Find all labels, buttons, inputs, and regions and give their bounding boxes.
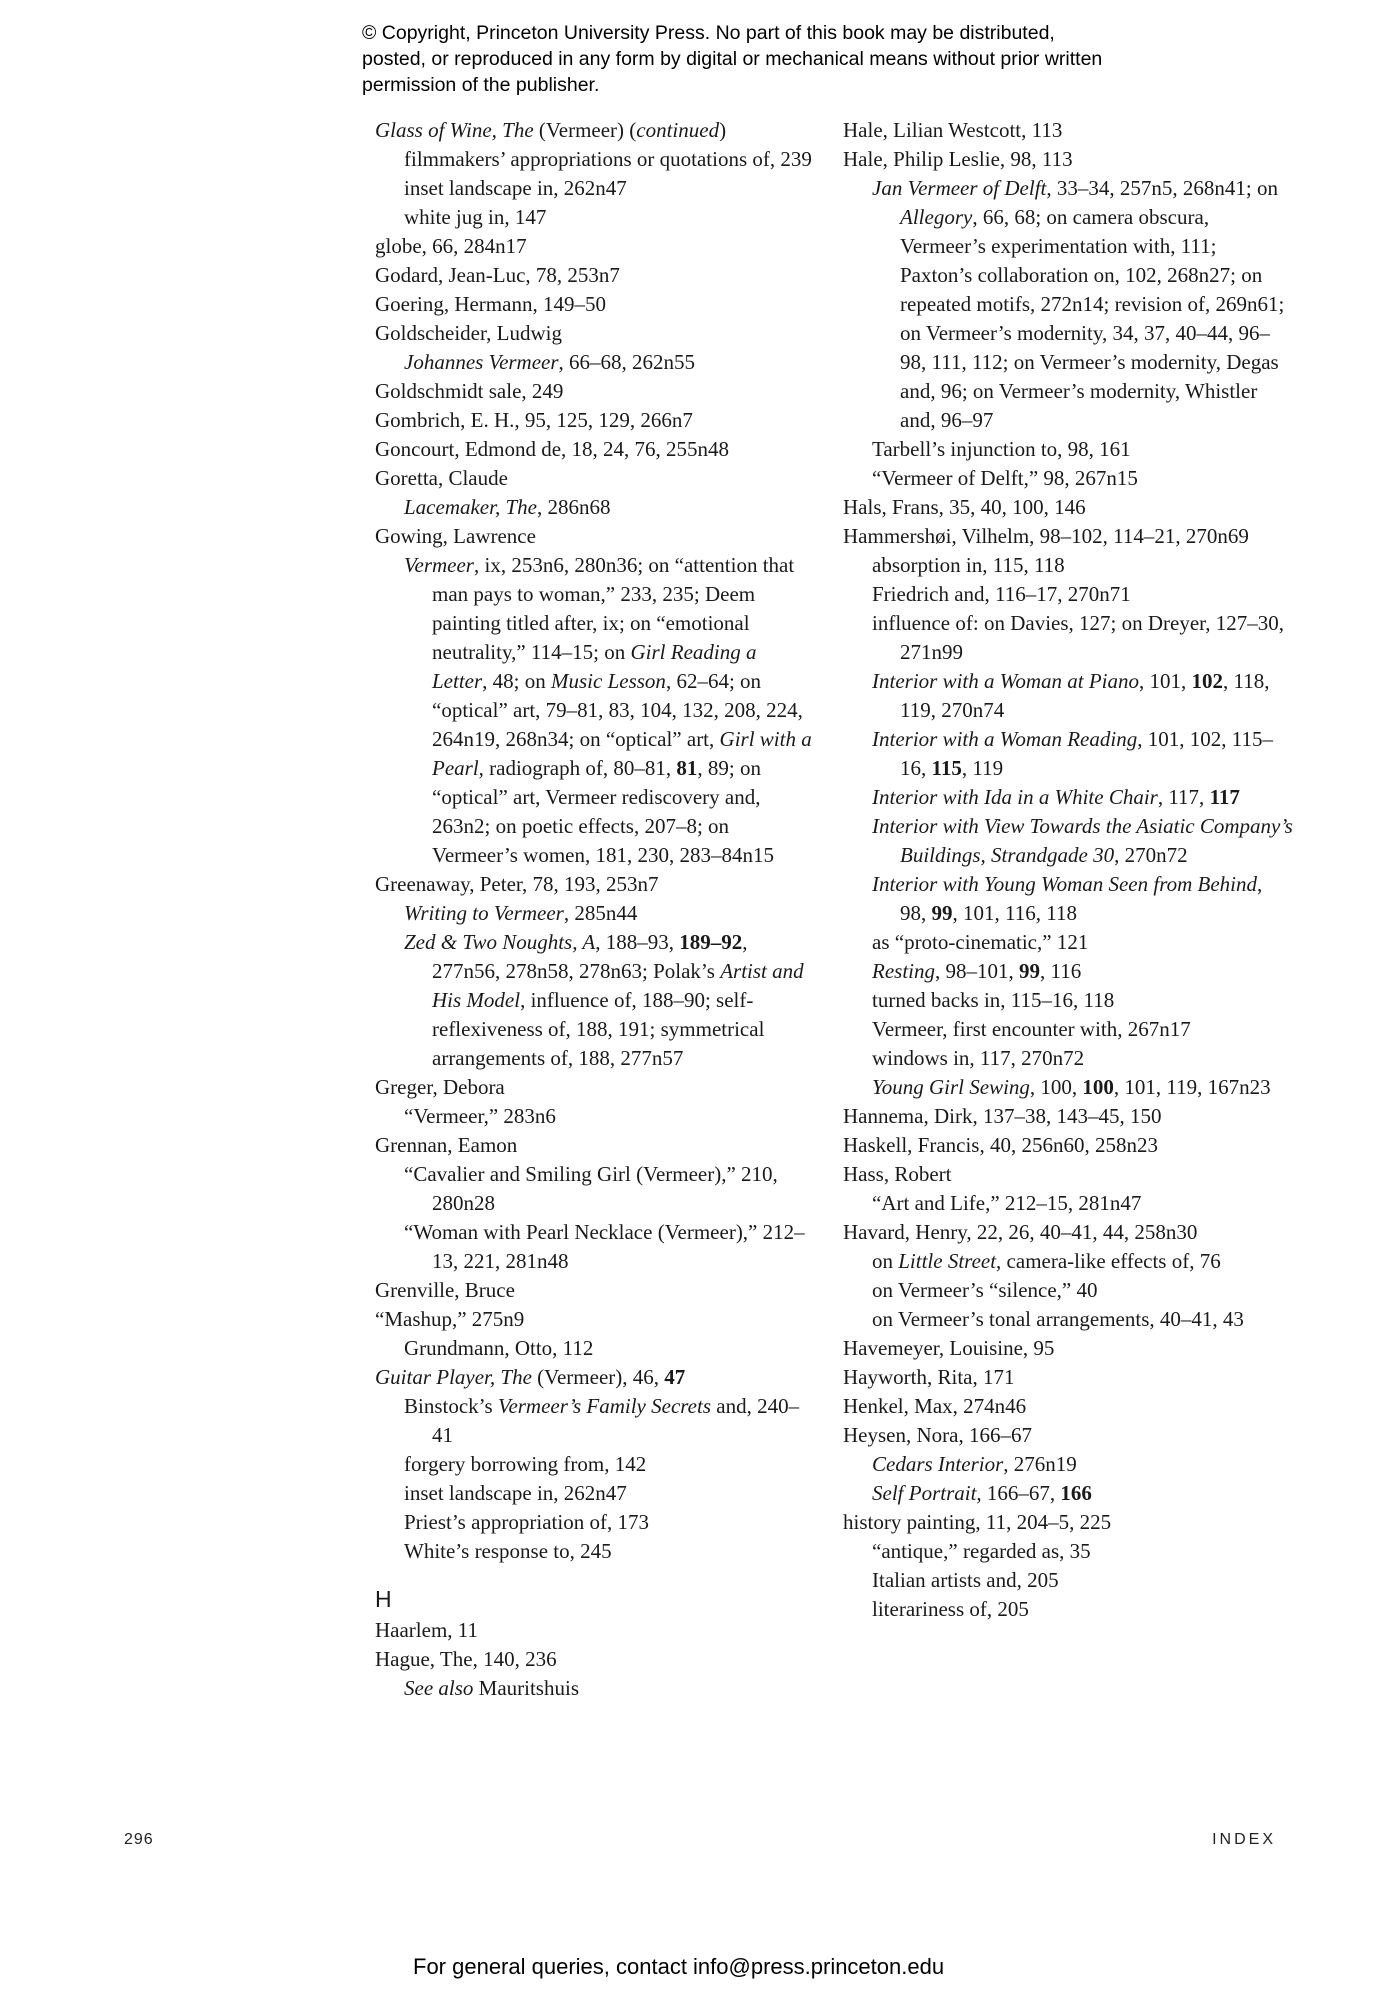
index-subentry: “Vermeer of Delft,” 98, 267n15 [872,466,1138,490]
index-subentry: Interior with Young Woman Seen from Behind, 98, 99, 101, 116, 118 [872,872,1263,925]
index-entry: Hammershøi, Vilhelm, 98–102, 114–21, 270n69 [843,524,1249,548]
index-entry: Gowing, Lawrence [375,524,536,548]
index-entry: Glass of Wine, The (Vermeer) (continued) [375,118,727,142]
index-subentry: “antique,” regarded as, 35 [872,1539,1091,1563]
index-subentry: Self Portrait, 166–67, 166 [872,1481,1092,1505]
index-subentry: Interior with a Woman Reading, 101, 102, 115–16, 115, 119 [872,727,1273,780]
footer-contact: For general queries, contact info@press.princeton.edu [413,1954,945,1979]
index-subentry: Friedrich and, 116–17, 270n71 [872,582,1131,606]
index-entry: Goncourt, Edmond de, 18, 24, 76, 255n48 [375,437,730,461]
index-subentry: See also Mauritshuis [404,1676,579,1700]
index-subentry: Young Girl Sewing, 100, 100, 101, 119, 167n23 [872,1075,1271,1099]
index-entry: Hale, Lilian Westcott, 113 [843,118,1063,142]
index-subentry: “Vermeer,” 283n6 [404,1104,556,1128]
index-subentry: Binstock’s Vermeer’s Family Secrets and, 240–41 [404,1394,800,1447]
index-subentry: Grundmann, Otto, 112 [404,1336,594,1360]
index-subentry: Resting, 98–101, 99, 116 [872,959,1082,983]
index-entry: Hayworth, Rita, 171 [843,1365,1015,1389]
index-entry: Godard, Jean-Luc, 78, 253n7 [375,263,620,287]
index-entry: Havard, Henry, 22, 26, 40–41, 44, 258n30 [843,1220,1198,1244]
index-subentry: Italian artists and, 205 [872,1568,1059,1592]
index-subentry: influence of: on Davies, 127; on Dreyer, 127–30, 271n99 [872,611,1285,664]
index-subentry: “Cavalier and Smiling Girl (Vermeer),” 210, 280n28 [404,1162,778,1215]
index-subentry: forgery borrowing from, 142 [404,1452,647,1476]
index-subentry: on Vermeer’s tonal arrangements, 40–41, 43 [872,1307,1244,1331]
index-subentry: Interior with Ida in a White Chair, 117, 117 [872,785,1240,809]
index-subentry: white jug in, 147 [404,205,547,229]
index-entry: Goering, Hermann, 149–50 [375,292,606,316]
copyright-notice: © Copyright, Princeton University Press. No part of this book may be distributed, posted, or reproduced in any form by digital or mechanical means without prior written permission of the publisher. [362,22,1103,96]
index-subentry: Vermeer, first encounter with, 267n17 [872,1017,1191,1041]
index-entry: Greger, Debora [375,1075,505,1099]
index-subentry: turned backs in, 115–16, 118 [872,988,1115,1012]
index-entry: “Mashup,” 275n9 [375,1307,525,1331]
index-entry: Hass, Robert [843,1162,952,1186]
index-subentry: on Vermeer’s “silence,” 40 [872,1278,1098,1302]
index-subentry: windows in, 117, 270n72 [872,1046,1085,1070]
index-entry: Hague, The, 140, 236 [375,1647,557,1671]
index-subentry: Cedars Interior, 276n19 [872,1452,1077,1476]
index-subentry: Zed & Two Noughts, A, 188–93, 189–92, 277n56, 278n58, 278n63; Polak’s Artist and His Model, influence of, 188–90; self-reflexiveness of, 188, 191; symmetrical arrangements of, 188, 277n57 [404,930,804,1070]
section-spacer [375,1566,815,1582]
index-entry: Henkel, Max, 274n46 [843,1394,1027,1418]
index-subentry: Interior with a Woman at Piano, 101, 102, 118, 119, 270n74 [872,669,1270,722]
index-column-right [843,116,1293,1624]
index-entry: Grennan, Eamon [375,1133,518,1157]
index-entry: Haskell, Francis, 40, 256n60, 258n23 [843,1133,1158,1157]
index-subentry: Tarbell’s injunction to, 98, 161 [872,437,1131,461]
index-subentry: Lacemaker, The, 286n68 [404,495,611,519]
running-head: INDEX [1212,1831,1276,1848]
index-subentry: as “proto-cinematic,” 121 [872,930,1089,954]
index-subentry: absorption in, 115, 118 [872,553,1065,577]
index-subentry: literariness of, 205 [872,1597,1029,1621]
index-entry: Guitar Player, The (Vermeer), 46, 47 [375,1365,686,1389]
index-subentry: Priest’s appropriation of, 173 [404,1510,649,1534]
index-subentry: on Little Street, camera-like effects of, 76 [872,1249,1221,1273]
index-entry: history painting, 11, 204–5, 225 [843,1510,1112,1534]
index-subentry: inset landscape in, 262n47 [404,176,627,200]
index-entry: Gombrich, E. H., 95, 125, 129, 266n7 [375,408,693,432]
index-entry: Goretta, Claude [375,466,508,490]
index-subentry: White’s response to, 245 [404,1539,612,1563]
index-entry: Hale, Philip Leslie, 98, 113 [843,147,1073,171]
index-column-left [375,116,815,1703]
index-subentry: “Woman with Pearl Necklace (Vermeer),” 212–13, 221, 281n48 [404,1220,805,1273]
index-entry: Goldscheider, Ludwig [375,321,562,345]
index-subentry: filmmakers’ appropriations or quotations of, 239 [404,147,812,171]
index-entry: Hals, Frans, 35, 40, 100, 146 [843,495,1086,519]
index-entry: Haarlem, 11 [375,1618,479,1642]
index-entry: Goldschmidt sale, 249 [375,379,564,403]
index-subentry: Writing to Vermeer, 285n44 [404,901,638,925]
index-subentry: Jan Vermeer of Delft, 33–34, 257n5, 268n41; on Allegory, 66, 68; on camera obscura, Vermeer’s experimentation with, 111; Paxton’s collaboration on, 102, 268n27; on repeated motifs, 272n14; revision of, 269n61; on Vermeer’s modernity, 34, 37, 40–44, 96–98, 111, 112; on Vermeer’s modernity, Degas and, 96; on Vermeer’s modernity, Whistler and, 96–97 [872,176,1285,432]
index-subentry: “Art and Life,” 212–15, 281n47 [872,1191,1142,1215]
index-subentry: Vermeer, ix, 253n6, 280n36; on “attention that man pays to woman,” 233, 235; Deem painting titled after, ix; on “emotional neutrality,” 114–15; on Girl Reading a Letter, 48; on Music Lesson, 62–64; on “optical” art, 79–81, 83, 104, 132, 208, 224, 264n19, 268n34; on “optical” art, Girl with a Pearl, radiograph of, 80–81, 81, 89; on “optical” art, Vermeer rediscovery and, 263n2; on poetic effects, 207–8; on Vermeer’s women, 181, 230, 283–84n15 [404,553,812,867]
index-entry: Greenaway, Peter, 78, 193, 253n7 [375,872,659,896]
index-entry: Grenville, Bruce [375,1278,515,1302]
page-number: 296 [124,1831,154,1848]
index-subentry: Interior with View Towards the Asiatic Company’s Buildings, Strandgade 30, 270n72 [872,814,1293,867]
index-entry: globe, 66, 284n17 [375,234,527,258]
index-subentry: inset landscape in, 262n47 [404,1481,627,1505]
index-entry: Havemeyer, Louisine, 95 [843,1336,1055,1360]
index-subentry: Johannes Vermeer, 66–68, 262n55 [404,350,696,374]
section-letter: H [375,1586,392,1612]
index-entry: Hannema, Dirk, 137–38, 143–45, 150 [843,1104,1162,1128]
index-entry: Heysen, Nora, 166–67 [843,1423,1032,1447]
